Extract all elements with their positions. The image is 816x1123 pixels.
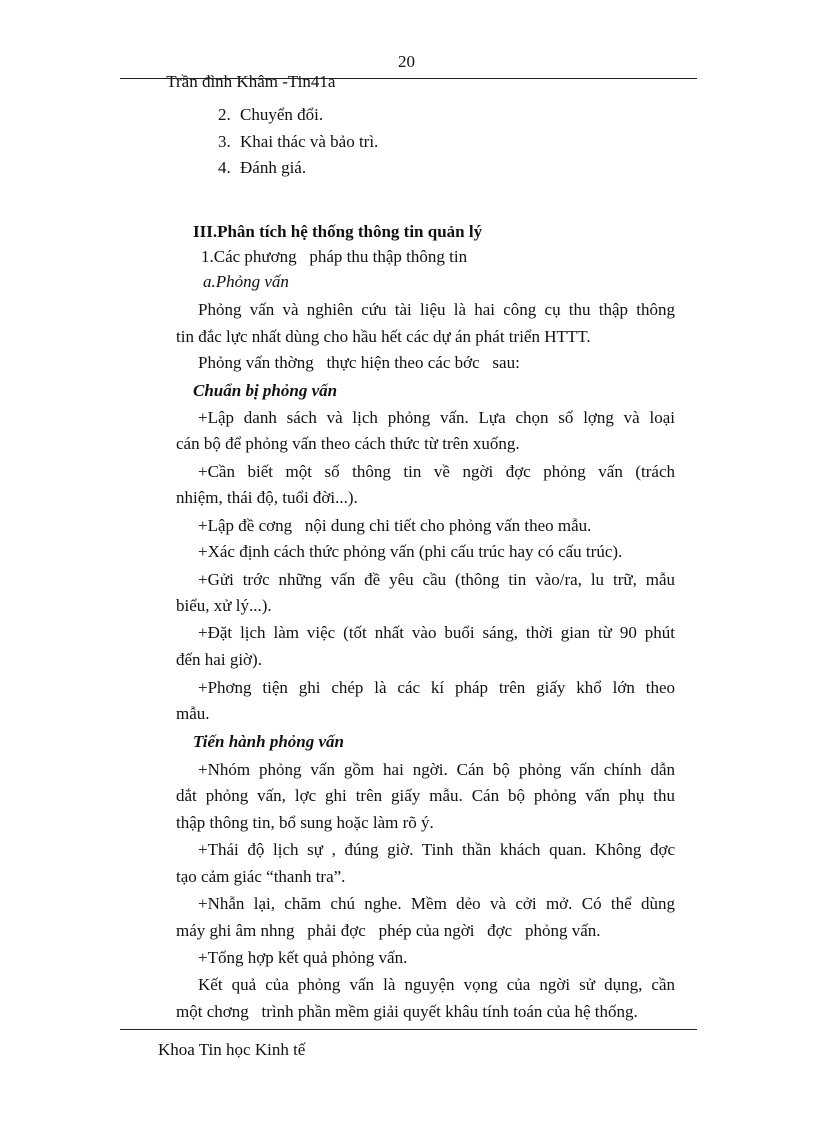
heading-conduct: Tiến hành phỏng vấn xyxy=(193,732,344,751)
section-title: III.Phân tích hệ thống thông tin quản lý xyxy=(193,222,483,241)
page-number: 20 xyxy=(398,52,415,71)
list-item: +Lập đề cơng nội dung chi tiết cho phỏng vấn theo mẫu. xyxy=(198,516,592,535)
paragraph-line: Kết quả của phỏng vấn là nguyện vọng của ngời sử dụng, cần xyxy=(198,975,675,994)
list-item: +Lập danh sách và lịch phỏng vấn. Lựa chọn số lợng và loại xyxy=(198,408,675,427)
subsection-heading-a: a.Phỏng vấn xyxy=(203,272,289,291)
list-item: dắt phỏng vấn, lợc ghi trên giấy mẫu. Cán bộ phỏng vấn phụ thu xyxy=(176,786,675,805)
paragraph-line: Phỏng vấn và nghiên cứu tài liệu là hai công cụ thu thập thông xyxy=(198,300,675,319)
list-item: +Xác định cách thức phỏng vấn (phi cấu trúc hay có cấu trúc). xyxy=(198,542,623,561)
list-item: nhiệm, thái độ, tuổi đời...). xyxy=(176,488,358,507)
header-author: Trần đình Khâm -Tin41a xyxy=(166,72,336,91)
footer-rule xyxy=(120,1029,697,1030)
list-item: +Đặt lịch làm việc (tốt nhất vào buổi sáng, thời gian từ 90 phút xyxy=(198,623,675,642)
header-rule xyxy=(120,78,697,79)
list-item: máy ghi âm nhng phải đợc phép của ngời đợc phỏng vấn. xyxy=(176,921,601,940)
list-item: +Cần biết một số thông tin về ngời đợc phỏng vấn (trách xyxy=(198,462,675,481)
list-item: biểu, xử lý...). xyxy=(176,596,272,615)
list-item: cán bộ để phỏng vấn theo cách thức từ trên xuống. xyxy=(176,434,520,453)
list-item: +Tổng hợp kết quả phỏng vấn. xyxy=(198,948,408,967)
page-header xyxy=(158,52,415,112)
subsection-heading: 1.Các phương pháp thu thập thông tin xyxy=(201,247,468,266)
list-item: thập thông tin, bổ sung hoặc làm rõ ý. xyxy=(176,813,434,832)
list-item: tạo cảm giác “thanh tra”. xyxy=(176,867,346,886)
list-item: +Nhóm phỏng vấn gồm hai ngời. Cán bộ phỏng vấn chính dẫn xyxy=(198,760,675,779)
list-item: +Gửi trớc những vấn đề yêu cầu (thông tin vào/ra, lu trữ, mẫu xyxy=(198,570,675,589)
list-item: 2. Chuyển đổi. xyxy=(218,105,324,124)
list-item: 4. Đánh giá. xyxy=(218,158,307,177)
list-item: đến hai giờ). xyxy=(176,650,262,669)
list-item: +Phơng tiện ghi chép là các kí pháp trên giấy khổ lớn theo xyxy=(198,678,675,697)
list-item: +Nhẫn lại, chăm chú nghe. Mềm dẻo và cởi mở. Có thể dùng xyxy=(198,894,675,913)
list-item: mẫu. xyxy=(176,704,210,723)
paragraph-line: tin đắc lực nhất dùng cho hầu hết các dự án phát triển HTTT. xyxy=(176,327,591,346)
list-item: 3. Khai thác và bảo trì. xyxy=(218,132,379,151)
list-item: +Thái độ lịch sự , đúng giờ. Tinh thần khách quan. Không đợc xyxy=(198,840,675,859)
paragraph-line: Phỏng vấn thờng thực hiện theo các bớc sau: xyxy=(198,353,520,372)
heading-prepare: Chuẩn bị phỏng vấn xyxy=(193,381,338,400)
paragraph-line: một chơng trình phần mềm giải quyết khâu tính toán của hệ thống. xyxy=(176,1002,638,1021)
page-footer: Khoa Tin học Kinh tế xyxy=(158,1040,306,1059)
